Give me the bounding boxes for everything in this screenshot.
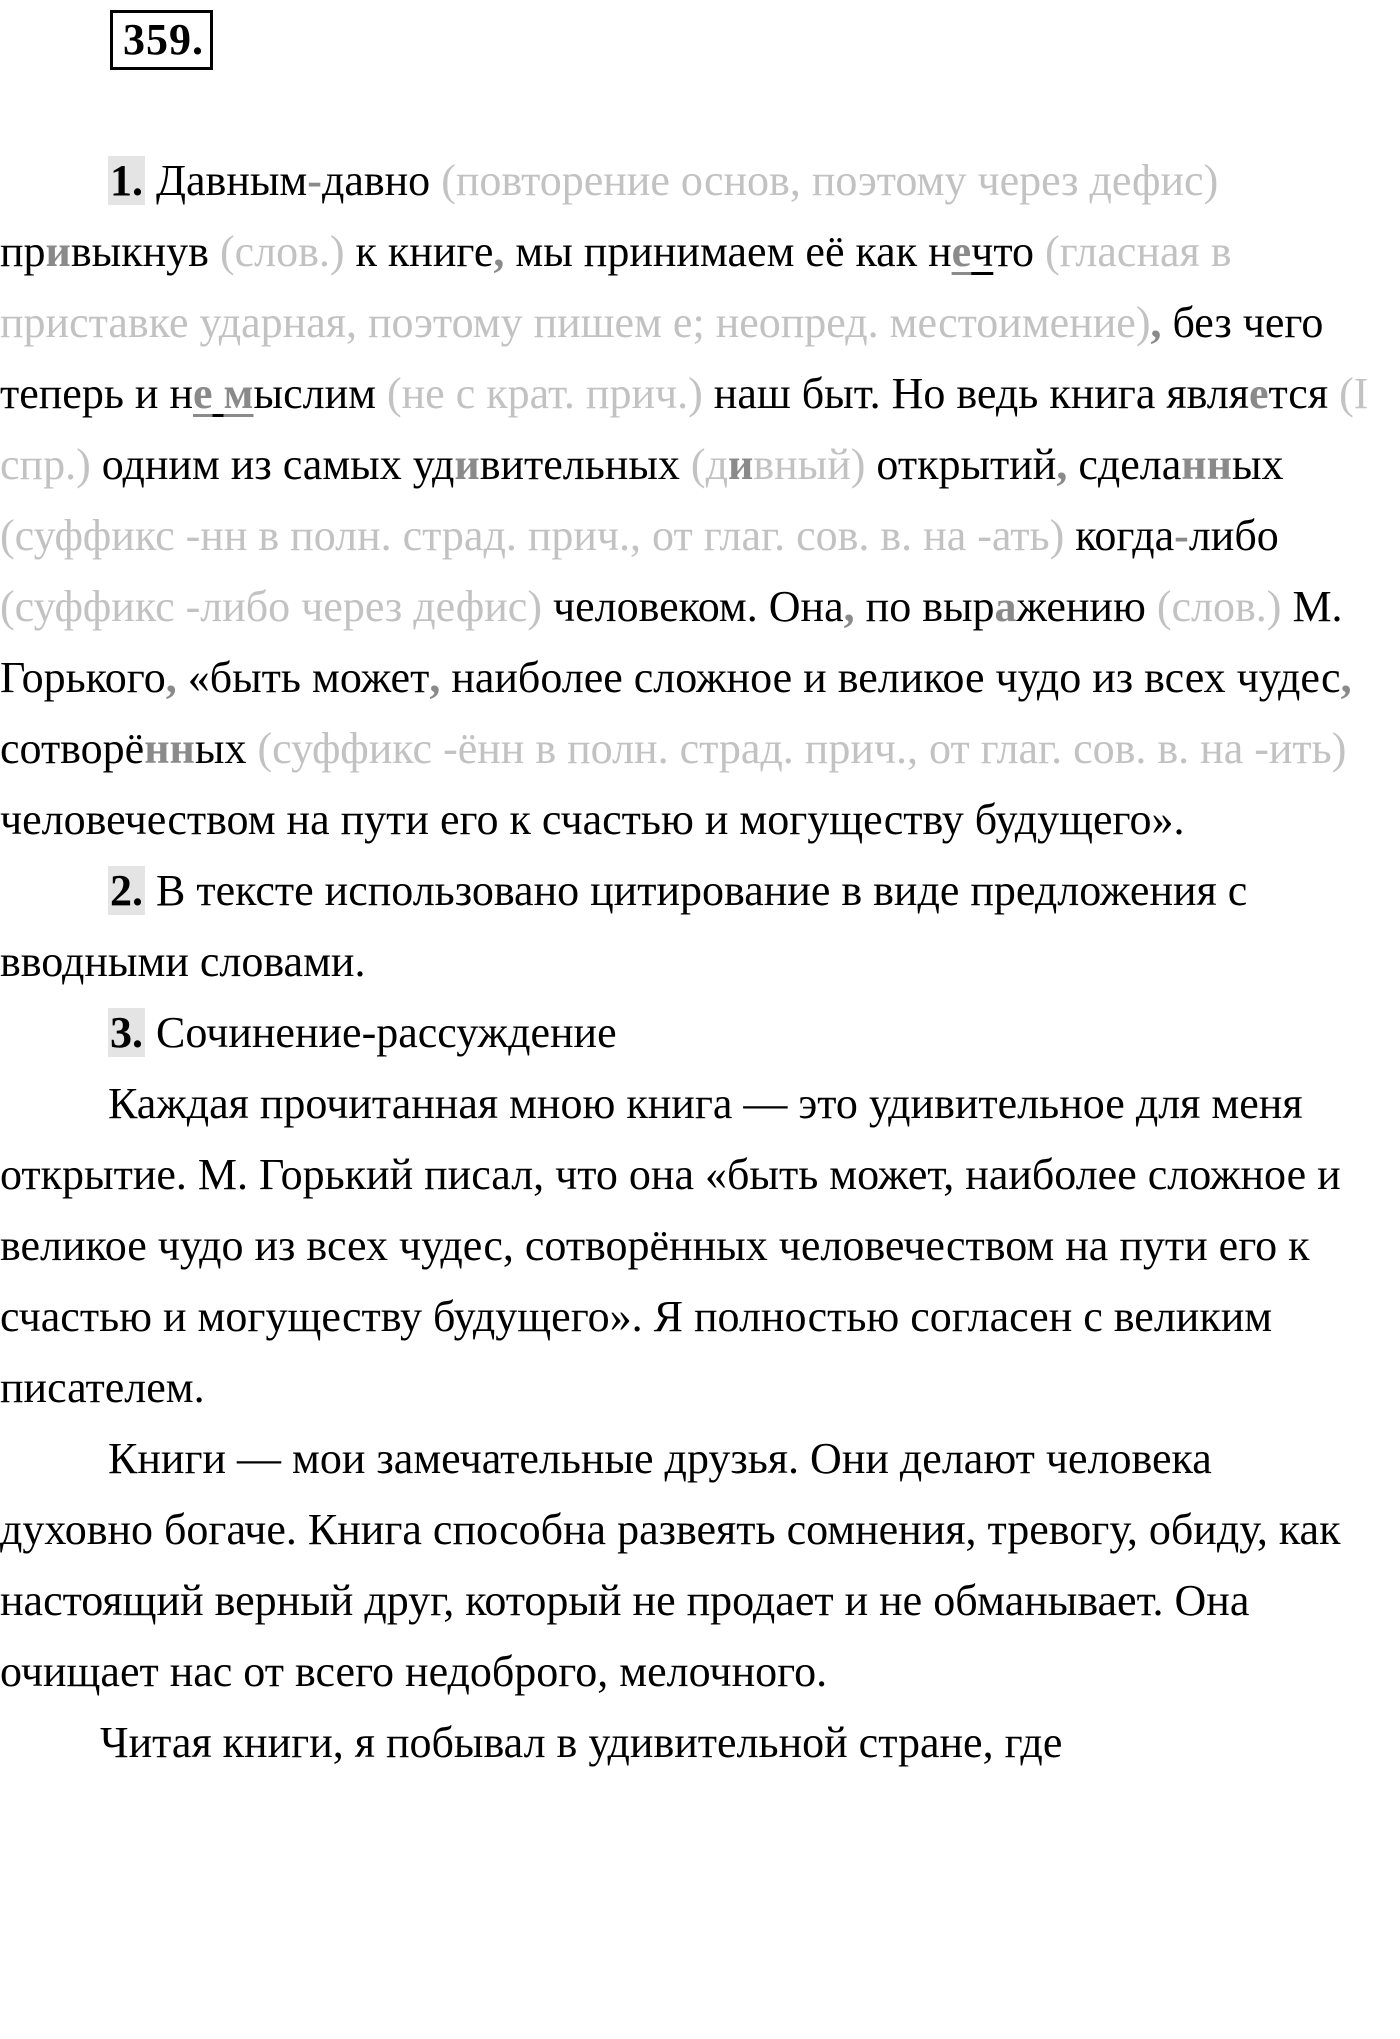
grammar-note: (суффикс -ённ в полн. страд. прич., от глаг. сов. в. на -ить) [257,724,1347,773]
highlighted-letter: е [193,369,213,418]
text-fragment: пр [0,227,46,276]
highlighted-hyphen: - [1174,511,1189,560]
highlighted-comma: , [165,653,177,702]
text-fragment: «быть может [176,653,430,702]
text-fragment: М. Горького [0,582,1343,702]
essay-paragraph-3: Читая книги, я побывал в удивительной стране, где [100,1718,1063,1767]
text-fragment: вительных [479,440,691,489]
highlighted-comma: , [429,653,441,702]
underlined-letter: ч [971,227,994,276]
highlighted-comma: , [843,582,855,631]
text-fragment: человеком. Она [541,582,844,631]
text-fragment: ыслим [253,369,387,418]
highlighted-letter: а [994,582,1017,631]
text-fragment: одним из самых уд [90,440,455,489]
text-fragment: выкнув [70,227,220,276]
highlighted-letter: е [1249,369,1269,418]
essay-paragraph-2: Книги — мои замечательные друзья. Они делают человека духовно богаче. Книга способна развеять сомнения, тревогу, обиду, как настоящий верный друг, который не продает и не обманывает. Она очищает нас от всего недоброго, мелочного. [0,1434,1341,1696]
answer-content [0,145,1372,1778]
grammar-note: вный) [753,440,866,489]
item-number: 2. [110,866,143,915]
paragraph-3 [0,997,1372,1068]
grammar-note: (повторение основ, поэтому через дефис) [441,156,1219,205]
grammar-note: (слов.) [1156,582,1282,631]
grammar-note: (д [690,440,728,489]
text-fragment: либо [1188,511,1279,560]
item-number: 1. [110,156,143,205]
text-fragment: к книге [344,227,494,276]
highlighted-letter: и [454,440,480,489]
text-fragment: то [993,227,1045,276]
text-fragment: жению [1016,582,1157,631]
grammar-note: (суффикс -нн в полн. страд. прич., от глаг. сов. в. на -ать) [0,511,1065,560]
text-fragment: сотворё [0,724,145,773]
highlighted-hyphen: - [307,156,322,205]
text-fragment: по выр [854,582,995,631]
highlighted-letter: м [223,369,254,418]
grammar-note: (слов.) [219,227,345,276]
text-fragment: когда [1064,511,1175,560]
text-fragment: наш быт. Но ведь книга явля [702,369,1249,418]
text-fragment: человечеством на пути его к счастью и могуществу будущего». [0,795,1185,844]
essay-paragraph-1: Каждая прочитанная мною книга — это удивительное для меня открытие. М. Горький писал, что она «быть может, наиболее сложное и великое чудо из всех чудес, сотворённых человечеством на пути его к счастью и могуществу будущего». Я полностью согласен с великим писателем. [0,1079,1341,1412]
highlighted-comma: , [1340,653,1352,702]
task-number-box: 359. [110,10,213,70]
text-fragment: давно [321,156,442,205]
highlighted-letters: нн [144,724,195,773]
text-fragment: тся [1268,369,1340,418]
text-fragment: ых [194,724,258,773]
highlighted-comma: , [493,227,505,276]
text-fragment: мы принимаем её как н [504,227,952,276]
paragraph-2 [0,855,1372,997]
text-fragment: Давным [145,156,308,205]
grammar-note: (гласная в приставке ударная, поэтому пишем е; неопред. местоимение) [0,227,1232,347]
highlighted-letters: нн [1181,440,1232,489]
text-fragment: сдела [1067,440,1182,489]
item-number: 3. [110,1008,143,1057]
text-fragment: открытий [865,440,1057,489]
highlighted-letter: е [951,227,972,276]
paragraph-text: В тексте использовано цитирование в виде предложения с вводными словами. [0,866,1248,986]
highlighted-letter: и [45,227,71,276]
grammar-note: (суффикс -либо через дефис) [0,582,542,631]
highlighted-comma: , [1056,440,1068,489]
paragraph-1 [0,145,1372,855]
highlighted-letter: и [727,440,754,489]
grammar-note: (I спр.) [0,369,1369,489]
text-fragment: без чего теперь и н [0,298,1324,418]
highlighted-comma: , [1150,298,1162,347]
text-fragment: ых [1231,440,1284,489]
paragraph-text: Сочинение-рассуждение [145,1008,617,1057]
text-fragment: наиболее сложное и великое чудо из всех чудес [440,653,1341,702]
grammar-note: (не с крат. прич.) [386,369,703,418]
underlined-space [213,369,224,418]
